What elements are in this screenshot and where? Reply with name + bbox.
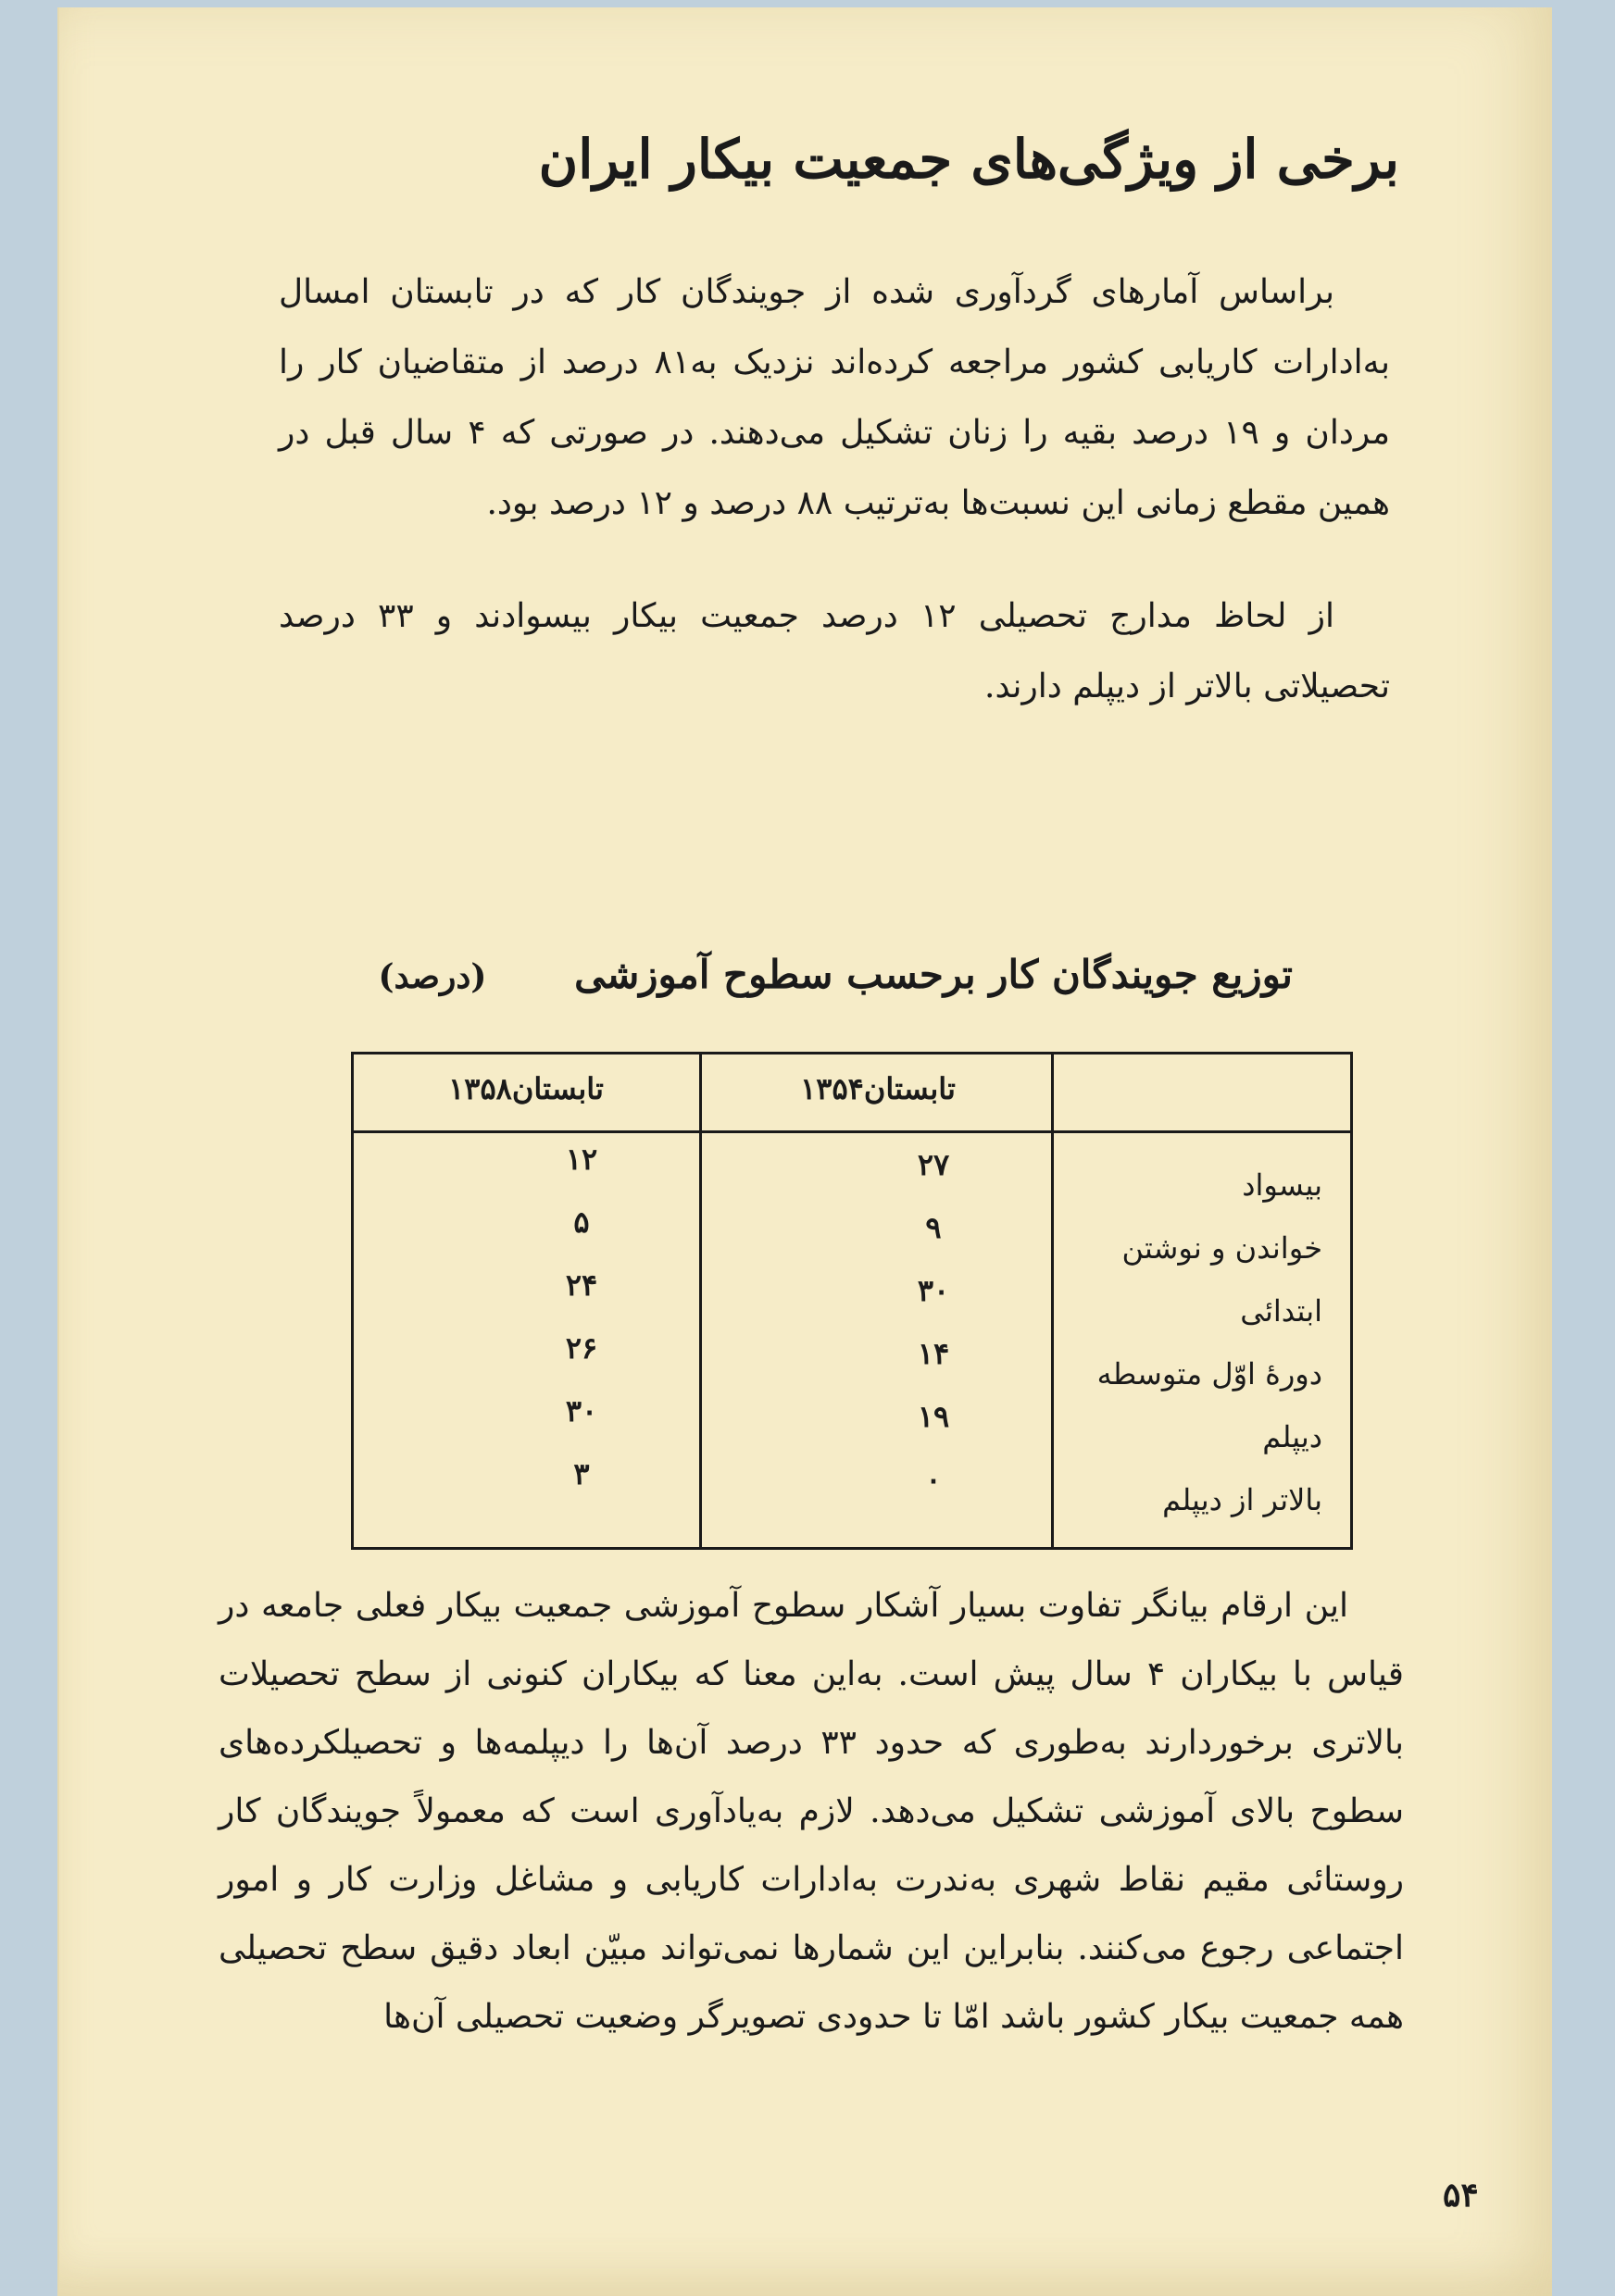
row-label: بالاتر از دیپلم xyxy=(1162,1482,1322,1517)
cell-1354: ۱۹ xyxy=(917,1399,950,1434)
cell-1354: ۳۰ xyxy=(917,1273,950,1308)
table-unit: (درصد) xyxy=(378,957,487,996)
row-label: دیپلم xyxy=(1262,1419,1322,1454)
table-caption xyxy=(378,952,1293,997)
cell-1358: ۱۲ xyxy=(565,1142,598,1177)
cell-1354: ۹ xyxy=(925,1210,942,1245)
cell-1354: ۲۷ xyxy=(917,1147,950,1182)
cell-1354: ۱۴ xyxy=(917,1336,950,1371)
paragraph-gender-ratio: براساس آمارهای گردآوری شده از جویندگان کار که در تابستان امسال به‌ادارات کاریابی کشور مراجعه کرده‌اند نزدیک به۸۱ درصد از متقاضیان کار را مردان و ۱۹ درصد بقیه را زنان تشکیل می‌دهند. در صورتی که ۴ سال قبل در همین مقطع زمانی این نسبت‌ها به‌ترتیب ۸۸ درصد و ۱۲ درصد بود. xyxy=(279,273,1390,522)
cell-1354: ۰ xyxy=(925,1462,942,1497)
header-1354: تابستان۱۳۵۴ xyxy=(800,1071,956,1106)
page-number: ۵۴ xyxy=(1443,2176,1479,2215)
education-table xyxy=(351,1052,1353,1550)
book-page xyxy=(57,7,1552,2296)
table-column-divider xyxy=(1051,1054,1054,1547)
paragraph-analysis: این ارقام بیانگر تفاوت بسیار آشکار سطوح آموزشی جمعیت بیکار فعلی جامعه در قیاس با بیکاران ۴ سال پیش است. به‌این معنا که بیکاران کنونی از سطح تحصیلات بالاتری برخوردارند به‌طوری که حدود ۳۳ درصد آن‌ها را دیپلمه‌ها و تحصیلکرده‌های سطوح بالای آموزشی تشکیل می‌دهد. لازم به‌یادآوری است که معمولاً جویندگان کار روستائی مقیم نقاط شهری به‌ندرت به‌ادارات کاریابی و مشاغل وزارت کار و امور اجتماعی رجوع می‌کنند. بنابراین این شمارها نمی‌تواند مبیّن ابعاد دقیق سطح تحصیلی همه جمعیت بیکار کشور باشد امّا تا حدودی تصویرگر وضعیت تحصیلی آن‌ها xyxy=(219,1587,1404,2036)
table-column-divider xyxy=(699,1054,702,1547)
cell-1358: ۲۴ xyxy=(565,1267,598,1303)
row-label: بیسواد xyxy=(1242,1167,1322,1203)
cell-1358: ۳ xyxy=(573,1456,590,1491)
cell-1358: ۵ xyxy=(573,1204,590,1240)
header-1358: تابستان۱۳۵۸ xyxy=(448,1071,604,1106)
cell-1358: ۳۰ xyxy=(565,1393,598,1429)
row-label: ابتدائی xyxy=(1240,1293,1322,1329)
table-title: توزیع جویندگان کار برحسب سطوح آموزشی xyxy=(574,952,1293,997)
cell-1358: ۲۶ xyxy=(565,1330,598,1366)
row-label: خواندن و نوشتن xyxy=(1121,1230,1322,1266)
page-title: برخی از ویژگی‌های جمعیت بیکار ایران xyxy=(538,128,1399,191)
row-label: دورهٔ اوّل متوسطه xyxy=(1096,1356,1322,1391)
paragraph-education-summary: از لحاظ مدارج تحصیلی ۱۲ درصد جمعیت بیکار بیسوادند و ۳۳ درصد تحصیلاتی بالاتر از دیپلم دارند. xyxy=(279,597,1390,705)
